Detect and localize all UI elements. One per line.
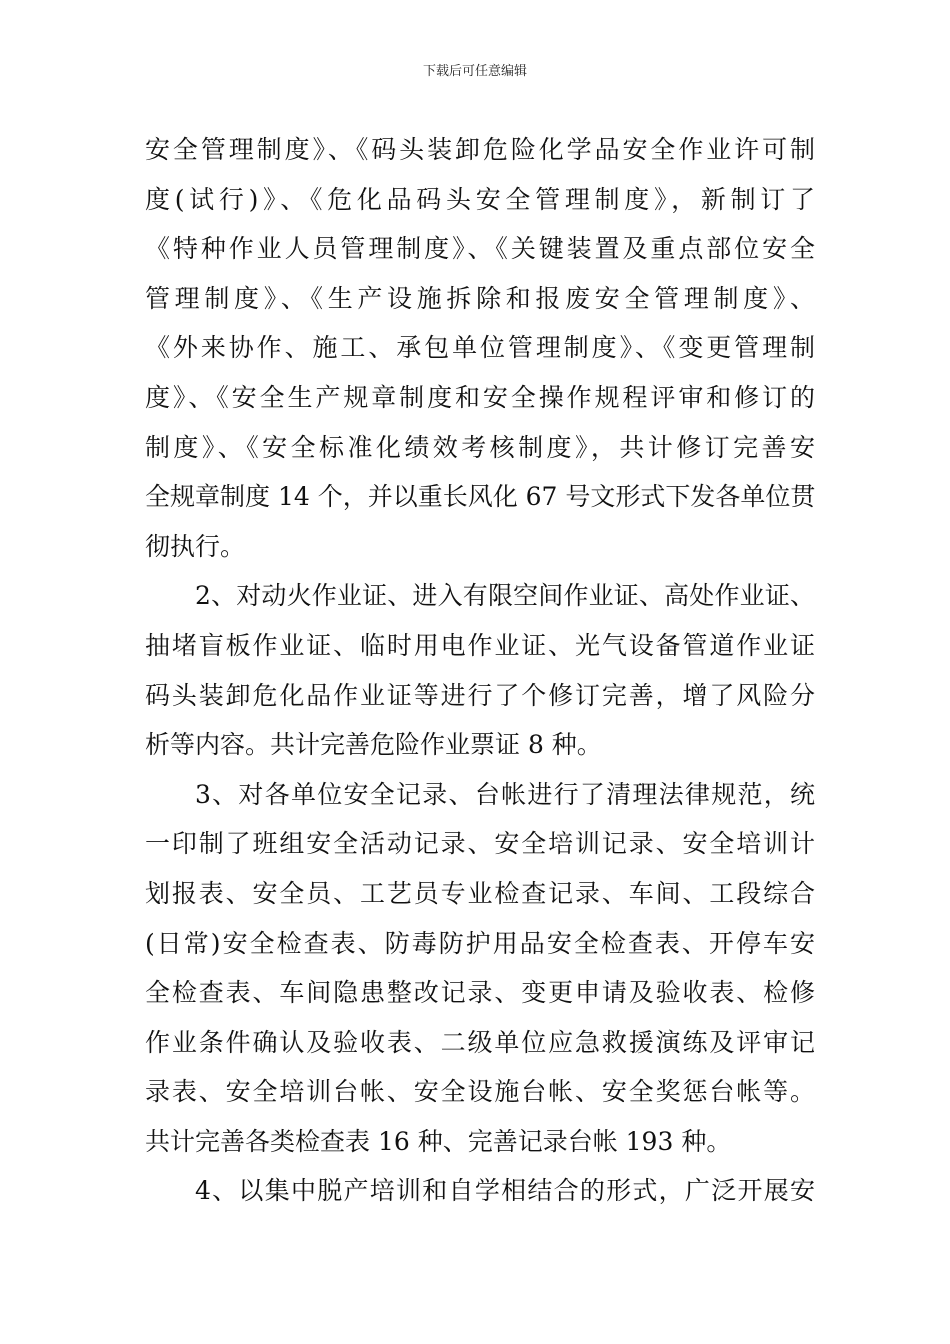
text-line: 一印制了班组安全活动记录、安全培训记录、安全培训计 — [145, 829, 815, 859]
page-header: 下载后可任意编辑 — [422, 64, 527, 79]
text-line: 全检查表、车间隐患整改记录、变更申请及验收表、检修 — [145, 978, 815, 1008]
text-line: 度(试行)》、《危化品码头安全管理制度》，新制订了 — [145, 184, 815, 214]
text-line: 《外来协作、施工、承包单位管理制度》、《变更管理制 — [145, 333, 815, 363]
text-line: (日常)安全检查表、防毒防护用品安全检查表、开停车安 — [145, 928, 815, 958]
text-line: 全规章制度 14 个，并以重长风化 67 号文形式下发各单位贯 — [145, 482, 815, 512]
text-line: 彻执行。 — [145, 531, 246, 561]
text-line: 度》、《安全生产规章制度和安全操作规程评审和修订的 — [145, 382, 815, 412]
text-line: 4、以集中脱产培训和自学相结合的形式，广泛开展安 — [195, 1176, 815, 1206]
text-line: 共计完善各类检查表 16 种、完善记录台帐 193 种。 — [145, 1126, 732, 1156]
text-line: 作业条件确认及验收表、二级单位应急救援演练及评审记 — [145, 1027, 815, 1057]
text-line: 析等内容。共计完善危险作业票证 8 种。 — [145, 730, 602, 760]
text-line: 录表、安全培训台帐、安全设施台帐、安全奖惩台帐等。 — [145, 1077, 815, 1107]
text-line: 划报表、安全员、工艺员专业检查记录、车间、工段综合 — [145, 878, 815, 908]
text-line: 安全管理制度》、《码头装卸危险化学品安全作业许可制 — [145, 135, 815, 164]
text-line: 3、对各单位安全记录、台帐进行了清理法律规范，统 — [195, 779, 815, 809]
text-line: 2、对动火作业证、进入有限空间作业证、高处作业证、 — [195, 581, 815, 611]
text-line: 制度》、《安全标准化绩效考核制度》，共计修订完善安 — [145, 432, 815, 462]
text-line: 管理制度》、《生产设施拆除和报废安全管理制度》、 — [145, 283, 815, 313]
text-line: 抽堵盲板作业证、临时用电作业证、光气设备管道作业证 — [145, 630, 815, 660]
document-body — [145, 125, 815, 1216]
text-line: 《特种作业人员管理制度》、《关键装置及重点部位安全 — [145, 234, 815, 264]
text-line: 码头装卸危化品作业证等进行了个修订完善，增了风险分 — [145, 680, 815, 710]
